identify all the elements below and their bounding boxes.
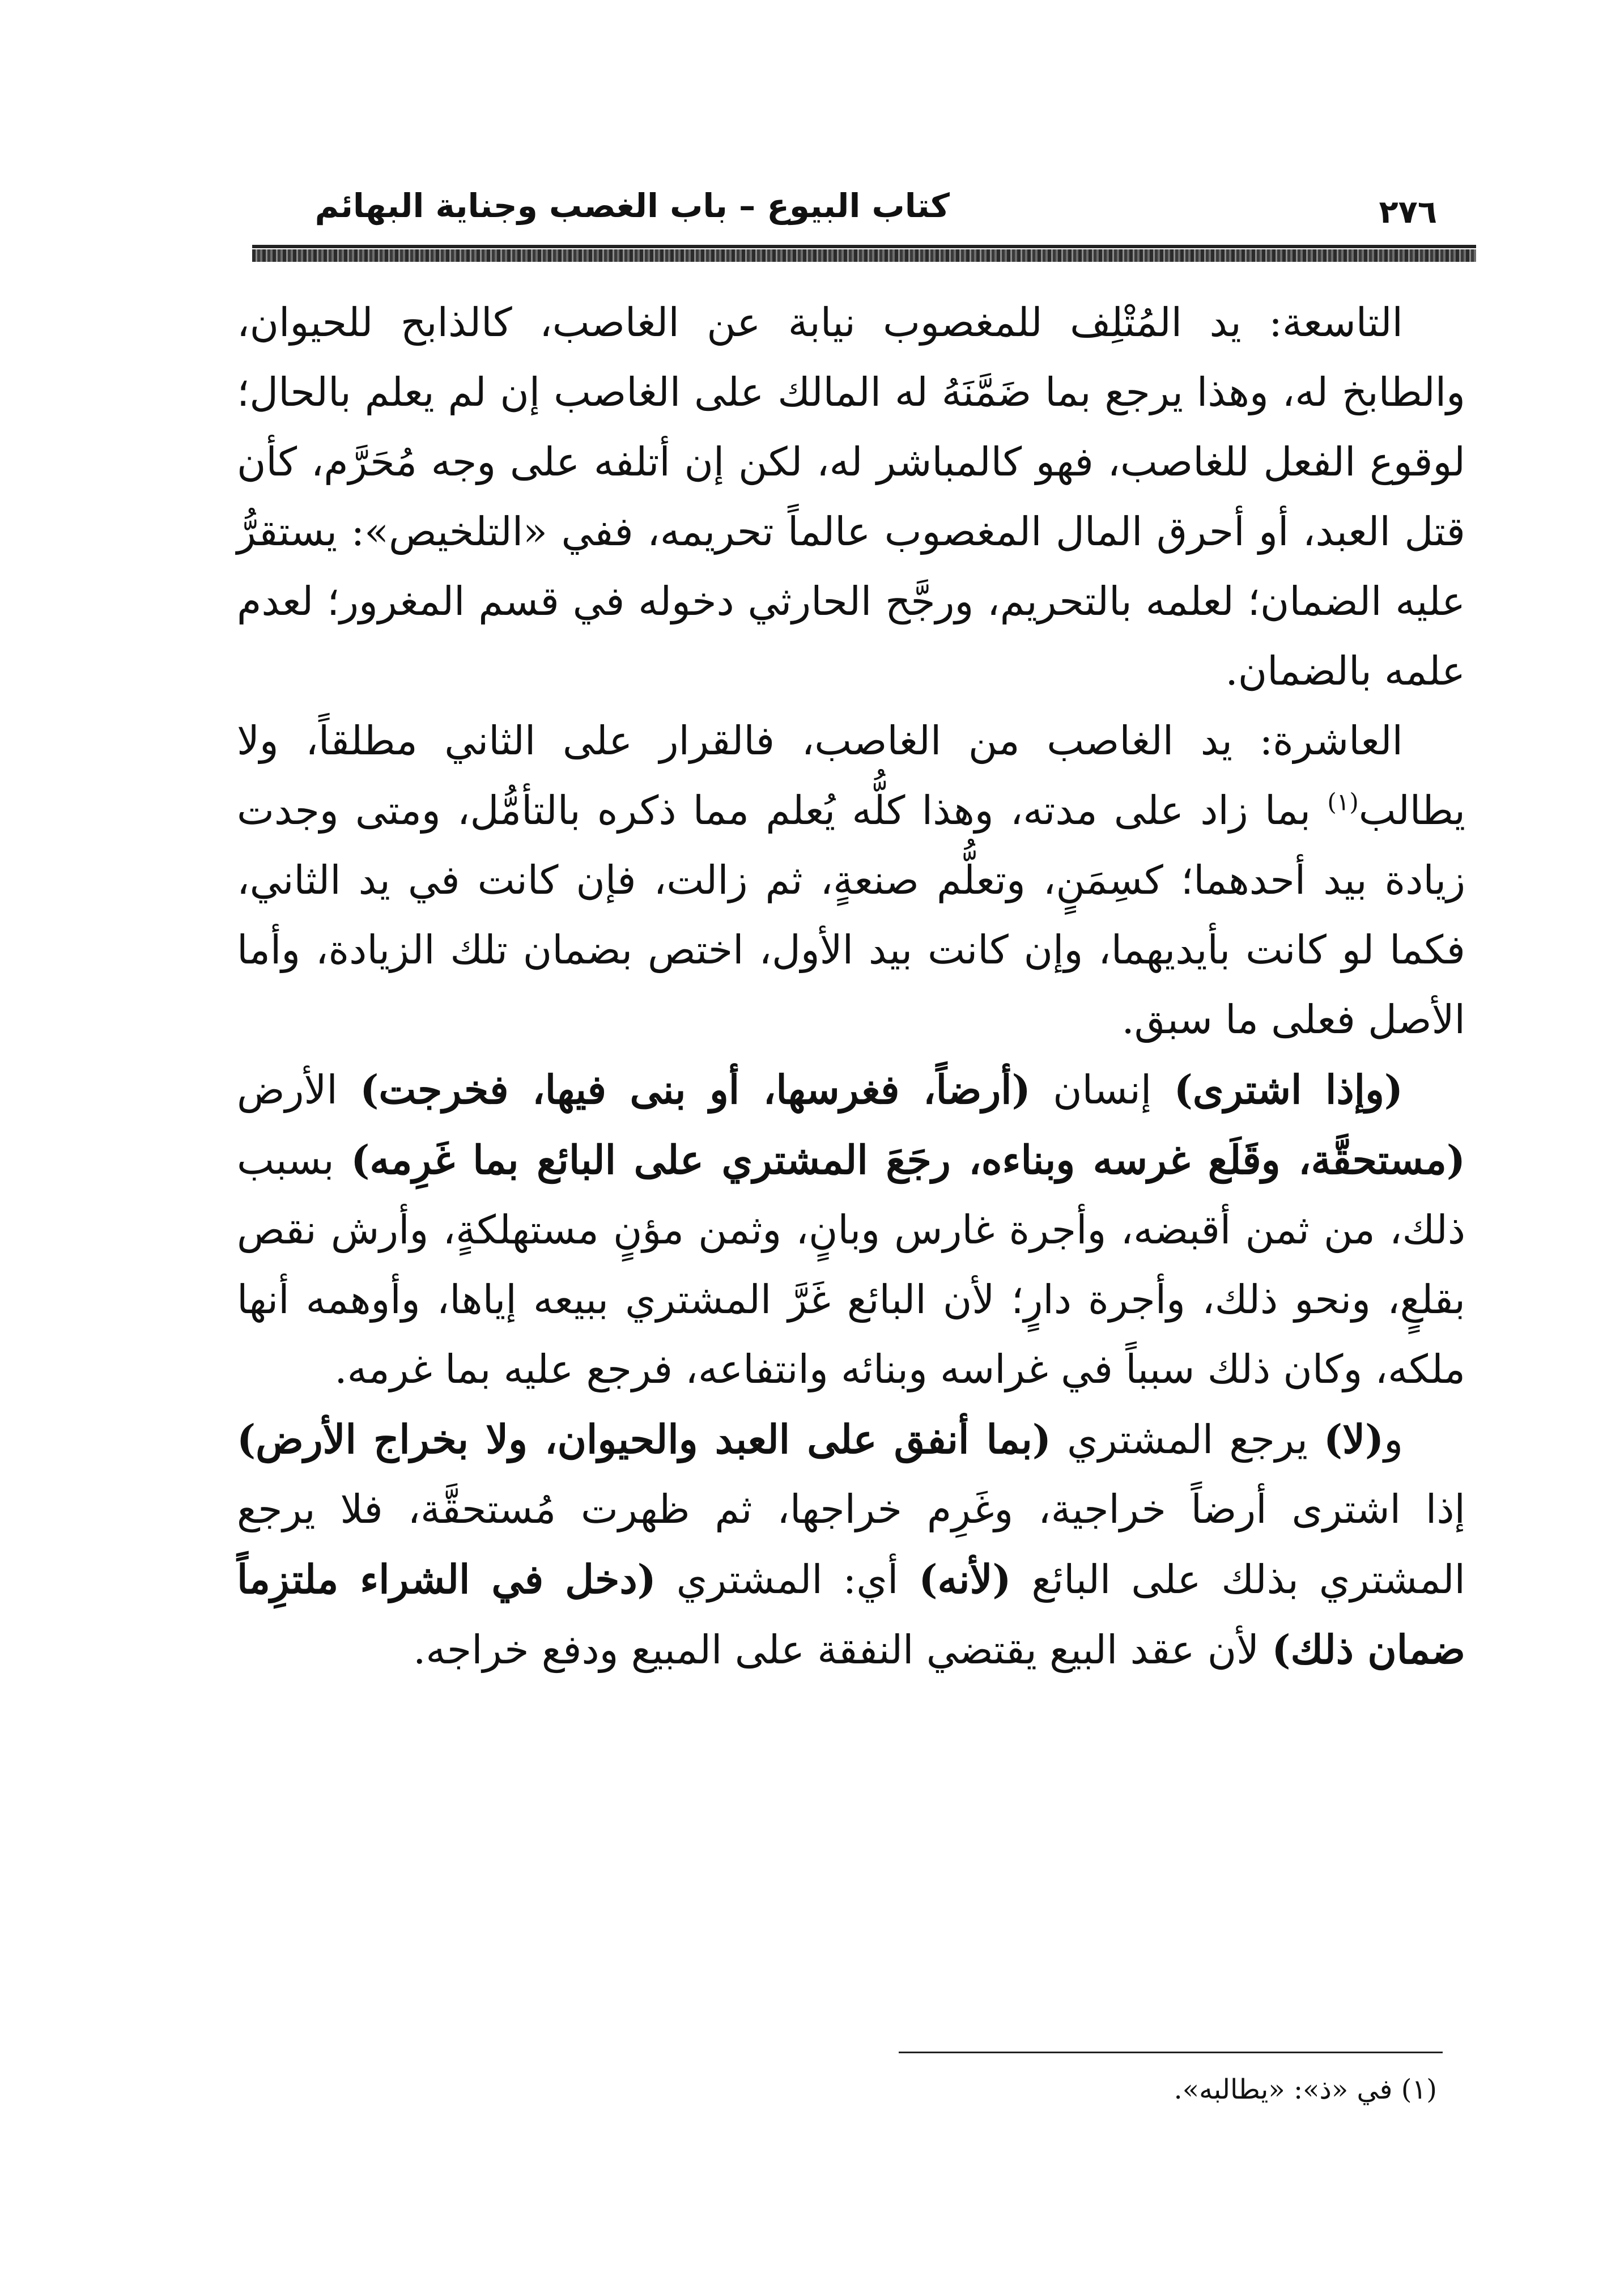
text-segment: إنسان	[1030, 1067, 1174, 1113]
text-segment: العاشرة: يد الغاصب من الغاصب، فالقرار على الثاني مطلقاً، ولا يطالب	[237, 717, 1465, 834]
main-text	[237, 288, 1465, 1685]
bold-text-segment: (مستحقَّة، وقَلَع غرسه وبناءه، رجَعَ المشتري على البائع بما غَرِمه)	[351, 1136, 1465, 1183]
footnote-reference: (١)	[1327, 788, 1359, 816]
text-segment: لأن عقد البيع يقتضي النفقة على المبيع ودفع خراجه.	[413, 1627, 1272, 1673]
paragraph	[237, 706, 1465, 1055]
header-rule-ornament	[252, 249, 1476, 262]
header-rule-line	[252, 245, 1476, 248]
paragraph	[237, 1055, 1465, 1404]
text-segment: إذا اشترى أرضاً خراجية، وغَرِم خراجها، ثم ظهرت مُستحقَّة، فلا يرجع المشتري بذلك على البائع	[237, 1486, 1465, 1603]
bold-text-segment: (بما أنفق على العبد والحيوان، ولا بخراج الأرض)	[237, 1416, 1052, 1463]
bold-text-segment: (لا)	[1324, 1416, 1384, 1463]
text-segment: أي: المشتري	[656, 1556, 919, 1603]
text-segment: يرجع المشتري	[1051, 1416, 1324, 1463]
text-segment: بسبب ذلك، من ثمن أقبضه، وأجرة غارس وبانٍ، وثمن مؤنٍ مستهلكةٍ، وأرش نقص بقلعٍ، ونحو ذلك، وأجرة دارٍ؛ لأن البائع غَرَّ المشتري ببيعه إياها، وأوهمه أنها ملكه، وكان ذلك سبباً في غراسه وبنائه وانتفاعه، فرجع عليه بما غرمه.	[237, 1137, 1465, 1392]
page-number: ٢٧٦	[1379, 194, 1437, 231]
running-header-title: كتاب البيوع – باب الغصب وجناية البهائم	[314, 186, 950, 225]
paragraph	[237, 1404, 1465, 1685]
footnote: (١) في «ذ»: «يطالبه».	[1174, 2074, 1437, 2105]
paragraph	[237, 288, 1465, 706]
footnote-separator	[899, 2052, 1443, 2053]
bold-text-segment: (لأنه)	[919, 1556, 1011, 1603]
bold-text-segment: (أرضاً، فغرسها، أو بنى فيها، فخرجت)	[360, 1066, 1031, 1113]
text-segment: بما زاد على مدته، وهذا كلُّه يُعلم مما ذكره بالتأمُّل، ومتى وجدت زيادة بيد أحدهما؛ كسِمَنٍ، وتعلُّم صنعةٍ، ثم زالت، فإن كانت في يد الثاني، فكما لو كانت بأيديهما، وإن كانت بيد الأول، اختص بضمان تلك الزيادة، وأما الأصل فعلى ما سبق.	[237, 787, 1465, 1043]
bold-text-segment: (وإذا اشترى)	[1174, 1066, 1403, 1113]
bold-text-segment: (دخل في الشراء ملتزِماً ضمان ذلك)	[237, 1556, 1465, 1673]
text-segment: الأرض	[237, 1067, 360, 1113]
text-segment: التاسعة: يد المُتْلِف للمغصوب نيابة عن الغاصب، كالذابح للحيوان، والطابخ له، وهذا يرجع بما ضَمَّنَهُ له المالك على الغاصب إن لم يعلم بالحال؛ لوقوع الفعل للغاصب، فهو كالمباشر له، لكن إن أتلفه على وجه مُحَرَّم، كأن قتل العبد، أو أحرق المال المغصوب عالماً تحريمه، ففي «التلخيص»: يستقرُّ عليه الضمان؛ لعلمه بالتحريم، ورجَّح الحارثي دخوله في قسم المغرور؛ لعدم علمه بالضمان.	[237, 299, 1465, 694]
text-segment: و	[1384, 1416, 1403, 1463]
